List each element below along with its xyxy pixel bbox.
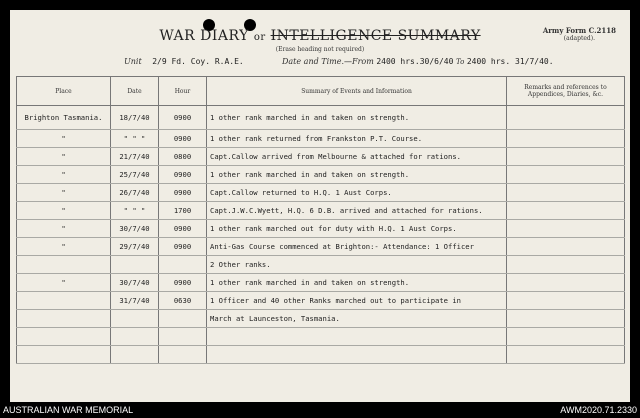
cell-remarks: [507, 238, 625, 256]
cell-remarks: [507, 310, 625, 328]
table-row: [17, 148, 625, 166]
cell-hour: [159, 328, 207, 346]
cell-date: 29/7/40: [111, 238, 159, 256]
cell-place: ": [17, 130, 111, 148]
unit-value: 2/9 Fd. Coy. R.A.E.: [152, 57, 244, 66]
col-header-summary: Summary of Events and Information: [207, 77, 507, 106]
diary-table: [16, 76, 625, 364]
cell-date: 18/7/40: [111, 106, 159, 130]
cell-summary: 1 other rank marched in and taken on strength.: [207, 106, 507, 130]
cell-hour: 0900: [159, 166, 207, 184]
cell-date: 26/7/40: [111, 184, 159, 202]
cell-remarks: [507, 202, 625, 220]
cell-date: [111, 346, 159, 364]
cell-hour: 1700: [159, 202, 207, 220]
cell-place: [17, 310, 111, 328]
cell-hour: 0900: [159, 106, 207, 130]
cell-hour: [159, 256, 207, 274]
table-row: [17, 166, 625, 184]
cell-summary: 1 other rank marched out for duty with H.Q. 1 Aust Corps.: [207, 220, 507, 238]
date-to-label: To: [455, 58, 465, 66]
cell-place: ": [17, 166, 111, 184]
cell-summary: Capt.Callow arrived from Melbourne & attached for rations.: [207, 148, 507, 166]
title-war-diary: WAR DIARY: [159, 28, 249, 44]
cell-summary: Capt.J.W.C.Wyett, H.Q. 6 D.B. arrived and attached for rations.: [207, 202, 507, 220]
table-row: [17, 238, 625, 256]
table-row: [17, 310, 625, 328]
cell-remarks: [507, 328, 625, 346]
cell-place: [17, 292, 111, 310]
table-row: [17, 184, 625, 202]
cell-place: Brighton Tasmania.: [17, 106, 111, 130]
cell-remarks: [507, 184, 625, 202]
table-row: [17, 220, 625, 238]
cell-hour: 0800: [159, 148, 207, 166]
cell-remarks: [507, 346, 625, 364]
date-to-value: 2400 hrs. 31/7/40.: [466, 57, 554, 66]
cell-date: [111, 310, 159, 328]
cell-summary: Capt.Callow returned to H.Q. 1 Aust Corps.: [207, 184, 507, 202]
unit-line: [124, 57, 244, 66]
cell-date: 30/7/40: [111, 274, 159, 292]
cell-place: ": [17, 202, 111, 220]
cell-place: ": [17, 220, 111, 238]
cell-summary: [207, 346, 507, 364]
col-header-hour: Hour: [159, 77, 207, 106]
unit-label: Unit: [124, 57, 142, 66]
cell-date: 25/7/40: [111, 166, 159, 184]
cell-place: ": [17, 184, 111, 202]
col-header-date: Date: [111, 77, 159, 106]
cell-remarks: [507, 256, 625, 274]
date-time-label: Date and Time.—From: [282, 57, 374, 66]
cell-hour: 0630: [159, 292, 207, 310]
army-form-id: [543, 26, 616, 42]
cell-summary: 1 other rank returned from Frankston P.T. Course.: [207, 130, 507, 148]
cell-remarks: [507, 130, 625, 148]
cell-place: [17, 256, 111, 274]
cell-remarks: [507, 166, 625, 184]
cell-remarks: [507, 148, 625, 166]
date-time-line: [282, 57, 554, 66]
cell-remarks: [507, 274, 625, 292]
cell-summary: 1 Officer and 40 other Ranks marched out to participate in: [207, 292, 507, 310]
table-header-row: [17, 77, 625, 106]
table-row: [17, 274, 625, 292]
cell-hour: 0900: [159, 130, 207, 148]
table-row: [17, 202, 625, 220]
cell-date: " " ": [111, 130, 159, 148]
cell-remarks: [507, 220, 625, 238]
cell-hour: 0900: [159, 220, 207, 238]
cell-date: " " ": [111, 202, 159, 220]
table-row: [17, 346, 625, 364]
cell-summary: 2 Other ranks.: [207, 256, 507, 274]
cell-summary: Anti-Gas Course commenced at Brighton:- Attendance: 1 Officer: [207, 238, 507, 256]
table-row: [17, 106, 625, 130]
cell-place: [17, 346, 111, 364]
cell-summary: [207, 328, 507, 346]
table-row: [17, 130, 625, 148]
cell-summary: 1 other rank marched in and taken on strength.: [207, 166, 507, 184]
army-form-adapted: (adapted).: [563, 35, 596, 42]
cell-place: [17, 328, 111, 346]
table-row: [17, 328, 625, 346]
cell-hour: 0900: [159, 184, 207, 202]
archive-reference: AWM2020.71.2330: [560, 405, 637, 415]
cell-place: ": [17, 274, 111, 292]
cell-summary: 1 other rank marched in and taken on strength.: [207, 274, 507, 292]
title-or: or: [253, 32, 266, 43]
cell-place: ": [17, 148, 111, 166]
cell-date: 31/7/40: [111, 292, 159, 310]
col-header-remarks: Remarks and references to Appendices, Diaries, &c.: [507, 77, 625, 106]
archive-caption: AUSTRALIAN WAR MEMORIAL: [3, 405, 134, 415]
page-title: [10, 28, 630, 44]
cell-summary: March at Launceston, Tasmania.: [207, 310, 507, 328]
cell-date: 30/7/40: [111, 220, 159, 238]
cell-hour: 0900: [159, 238, 207, 256]
date-from-value: 2400 hrs.30/6/40: [376, 57, 454, 66]
cell-hour: [159, 346, 207, 364]
cell-remarks: [507, 292, 625, 310]
cell-date: 21/7/40: [111, 148, 159, 166]
erase-note: (Erase heading not required): [275, 46, 365, 53]
war-diary-page: [10, 10, 630, 402]
cell-date: [111, 256, 159, 274]
table-row: [17, 256, 625, 274]
cell-hour: [159, 310, 207, 328]
cell-date: [111, 328, 159, 346]
table-row: [17, 292, 625, 310]
cell-hour: 0900: [159, 274, 207, 292]
cell-place: ": [17, 238, 111, 256]
cell-remarks: [507, 106, 625, 130]
army-form-number: Army Form C.2118: [542, 26, 616, 35]
col-header-place: Place: [17, 77, 111, 106]
title-intelligence-summary: INTELLIGENCE SUMMARY: [270, 28, 481, 44]
